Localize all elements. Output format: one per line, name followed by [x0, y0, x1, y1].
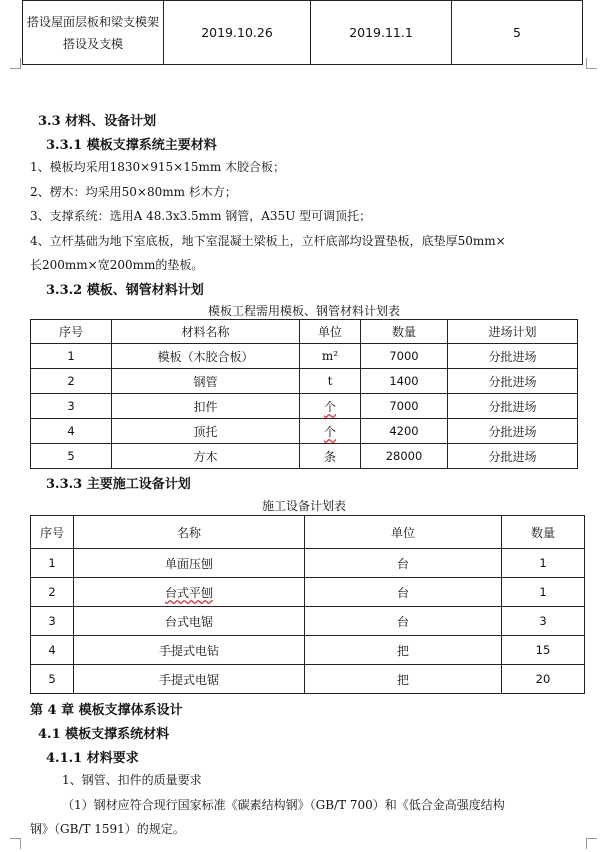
table1-cell: 5	[31, 444, 112, 469]
table2-cell: 3	[502, 607, 585, 636]
table2-cell: 4	[31, 636, 74, 665]
table-row	[31, 607, 585, 636]
table2-cell: 把	[305, 636, 502, 665]
heading-3-3-2: 3.3.2 模板、钢管材料计划	[46, 283, 204, 298]
table1-cell: 1400	[361, 369, 448, 394]
schedule-end: 2019.11.1	[311, 1, 452, 65]
table2-cell: 台	[305, 578, 502, 607]
table2-caption: 施工设备计划表	[261, 499, 346, 513]
table1-cell: 7000	[361, 344, 448, 369]
equipment-table	[30, 515, 585, 694]
table-row	[31, 665, 585, 694]
table1-cell: 分批进场	[448, 394, 578, 419]
table2-header-no: 序号	[31, 516, 74, 549]
table1-cell: t	[300, 369, 361, 394]
table1-unit-flagged: 个	[323, 424, 336, 439]
materials-table	[30, 319, 578, 469]
table2-cell: 20	[502, 665, 585, 694]
table-row	[31, 344, 578, 369]
heading-4-1-1: 4.1.1 材料要求	[46, 751, 139, 766]
heading-3-3-3: 3.3.3 主要施工设备计划	[46, 477, 191, 492]
table1-header-name: 材料名称	[112, 320, 300, 344]
table1-cell: 分批进场	[448, 444, 578, 469]
table-row	[31, 578, 585, 607]
table1-cell: 28000	[361, 444, 448, 469]
schedule-task: 搭设屋面层板和梁支模架搭设及支模	[23, 1, 164, 65]
table2-cell: 把	[305, 665, 502, 694]
table2-header-row	[31, 516, 585, 549]
table1-cell: 4	[31, 419, 112, 444]
table2-cell: 手提式电钻	[74, 636, 305, 665]
table1-cell	[300, 394, 361, 419]
table1-caption: 模板工程需用模板、钢管材料计划表	[207, 304, 400, 318]
table1-cell: 方木	[112, 444, 300, 469]
table1-cell: 4200	[361, 419, 448, 444]
paragraph-steel-quality: 1、钢管、扣件的质量要求	[62, 773, 202, 787]
table2-header-unit: 单位	[305, 516, 502, 549]
table1-cell: 顶托	[112, 419, 300, 444]
schedule-days: 5	[452, 1, 583, 65]
table1-unit-flagged: 个	[323, 399, 336, 414]
table-row	[31, 636, 585, 665]
table-row	[31, 549, 585, 578]
table1-header-plan: 进场计划	[448, 320, 578, 344]
table1-cell: 7000	[361, 394, 448, 419]
heading-3-3-1: 3.3.1 模板支撑系统主要材料	[46, 138, 217, 153]
schedule-table	[22, 0, 583, 65]
crop-mark-top-right	[586, 58, 597, 69]
crop-mark-bottom-left	[10, 838, 21, 849]
table1-header-row	[31, 320, 578, 344]
table2-cell: 台式电锯	[74, 607, 305, 636]
heading-3-3: 3.3 材料、设备计划	[38, 114, 157, 129]
table2-cell: 手提式电锯	[74, 665, 305, 694]
paragraph-steel-standard: （1）钢材应符合现行国家标准《碳素结构钢》（GB/T 700）和《低合金高强度结构	[62, 798, 505, 812]
table2-header-qty: 数量	[502, 516, 585, 549]
table1-header-no: 序号	[31, 320, 112, 344]
crop-mark-top-left	[10, 58, 21, 69]
table2-cell: 5	[31, 665, 74, 694]
table1-cell: 分批进场	[448, 344, 578, 369]
table2-name-flagged: 台式平刨	[164, 585, 213, 600]
chapter-4-heading: 第 4 章 模板支撑体系设计	[30, 703, 183, 718]
table1-cell: 条	[300, 444, 361, 469]
table1-cell: m²	[300, 344, 361, 369]
table2-cell: 2	[31, 578, 74, 607]
table1-header-unit: 单位	[300, 320, 361, 344]
table1-cell: 分批进场	[448, 419, 578, 444]
table2-cell: 台	[305, 549, 502, 578]
crop-mark-bottom-right	[586, 838, 597, 849]
table1-cell: 钢管	[112, 369, 300, 394]
paragraph-steel-standard-cont: 钢》（GB/T 1591）的规定。	[30, 822, 185, 836]
table2-cell: 台	[305, 607, 502, 636]
material-item-2: 2、楞木：均采用50×80mm 杉木方；	[30, 185, 237, 199]
table1-cell: 3	[31, 394, 112, 419]
table2-cell: 1	[31, 549, 74, 578]
material-item-4-cont: 长200mm×宽200mm的垫板。	[30, 258, 204, 272]
table2-cell: 15	[502, 636, 585, 665]
table2-cell	[74, 578, 305, 607]
table-row	[31, 444, 578, 469]
table2-cell: 1	[502, 549, 585, 578]
table2-cell: 单面压刨	[74, 549, 305, 578]
table1-cell: 1	[31, 344, 112, 369]
table1-header-qty: 数量	[361, 320, 448, 344]
table-row	[31, 394, 578, 419]
table1-cell: 2	[31, 369, 112, 394]
table1-cell	[300, 419, 361, 444]
table-row	[31, 419, 578, 444]
table2-cell: 1	[502, 578, 585, 607]
schedule-row	[23, 1, 583, 65]
material-item-1: 1、模板均采用1830×915×15mm 木胶合板；	[30, 160, 286, 174]
schedule-start: 2019.10.26	[164, 1, 311, 65]
table2-cell: 3	[31, 607, 74, 636]
table1-cell: 扣件	[112, 394, 300, 419]
material-item-3: 3、支撑系统：选用A 48.3x3.5mm 钢管，A35U 型可调顶托；	[30, 209, 372, 223]
material-item-4: 4、立杆基础为地下室底板，地下室混凝土梁板上，立杆底部均设置垫板，底垫厚50mm×	[30, 234, 506, 248]
table1-cell: 分批进场	[448, 369, 578, 394]
table1-cell: 模板（木胶合板）	[112, 344, 300, 369]
heading-4-1: 4.1 模板支撑系统材料	[38, 727, 170, 742]
table-row	[31, 369, 578, 394]
table2-header-name: 名称	[74, 516, 305, 549]
